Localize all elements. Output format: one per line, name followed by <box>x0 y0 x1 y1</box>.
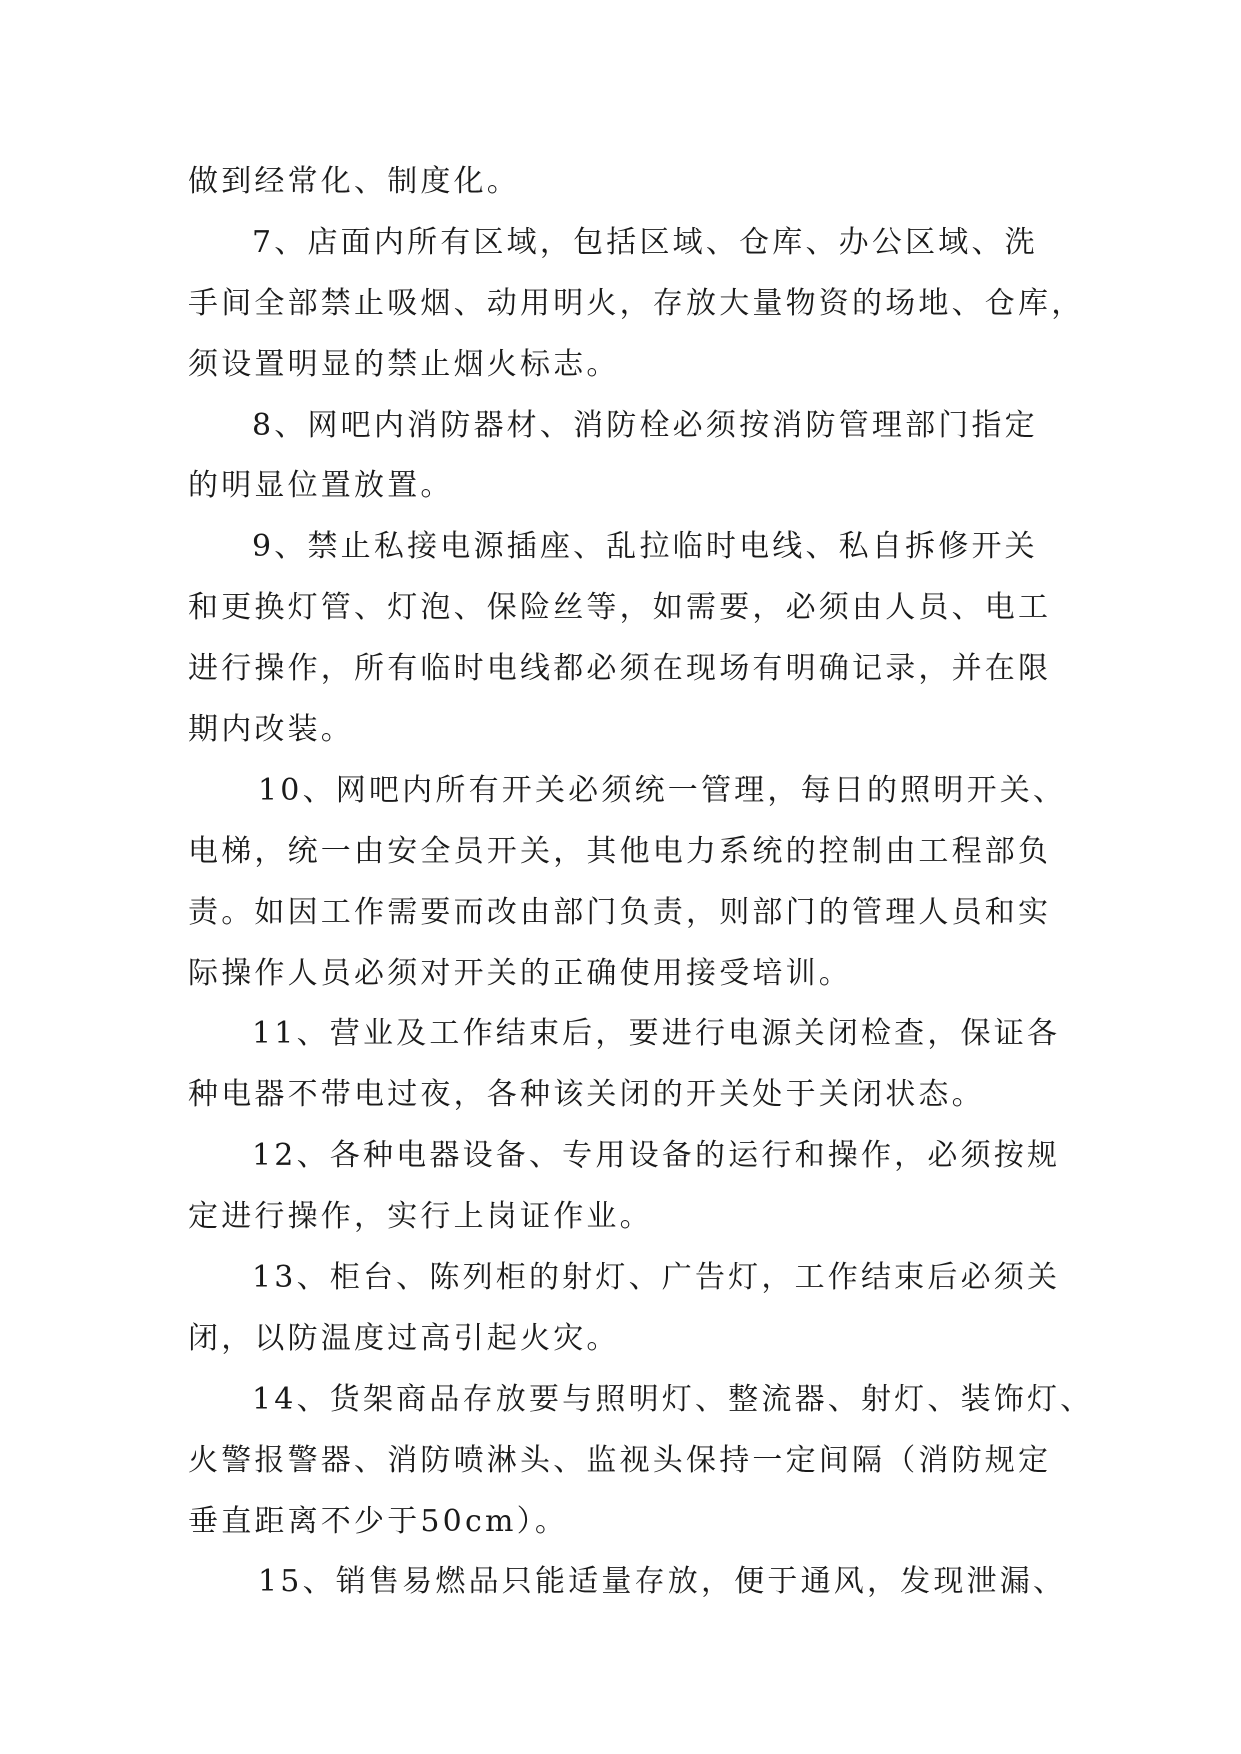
text-line: 责。如因工作需要而改由部门负责，则部门的管理人员和实 <box>188 894 1052 930</box>
text-line: 进行操作，所有临时电线都必须在现场有明确记录，并在限 <box>188 651 1052 687</box>
text-line: 手间全部禁止吸烟、动用明火，存放大量物资的场地、仓库， <box>188 285 1085 321</box>
text-line: 须设置明显的禁止烟火标志。 <box>188 346 620 382</box>
text-line: 做到经常化、制度化。 <box>188 164 520 199</box>
document-body <box>188 152 1094 1613</box>
text-line: 8、网吧内消防器材、消防栓必须按消防管理部门指定 <box>252 407 1038 443</box>
text-line: 际操作人员必须对开关的正确使用接受培训。 <box>188 955 852 991</box>
text-line: 9、禁止私接电源插座、乱拉临时电线、私自拆修开关 <box>252 529 1038 565</box>
text-line: 火警报警器、消防喷淋头、监视头保持一定间隔（消防规定 <box>188 1442 1052 1478</box>
text-line: 12、各种电器设备、专用设备的运行和操作，必须按规 <box>252 1138 1061 1174</box>
text-line: 11、营业及工作结束后，要进行电源关闭检查，保证各 <box>252 1016 1061 1052</box>
text-line: 10、网吧内所有开关必须统一管理，每日的照明开关、 <box>258 772 1067 808</box>
text-line: 和更换灯管、灯泡、保险丝等，如需要，必须由人员、电工 <box>188 590 1052 626</box>
text-line: 的明显位置放置。 <box>188 468 454 504</box>
text-line: 垂直距离不少于50cm）。 <box>188 1503 569 1539</box>
text-line: 定进行操作，实行上岗证作业。 <box>188 1199 653 1235</box>
text-line: 闭，以防温度过高引起火灾。 <box>188 1320 620 1356</box>
text-line: 15、销售易燃品只能适量存放，便于通风，发现泄漏、 <box>258 1564 1067 1600</box>
text-line: 14、货架商品存放要与照明灯、整流器、射灯、装饰灯、 <box>252 1381 1094 1417</box>
text-line: 7、店面内所有区域，包括区域、仓库、办公区域、洗 <box>252 224 1038 260</box>
text-line: 期内改装。 <box>188 712 354 748</box>
text-line: 电梯，统一由安全员开关，其他电力系统的控制由工程部负 <box>188 833 1052 869</box>
text-line: 种电器不带电过夜，各种该关闭的开关处于关闭状态。 <box>188 1077 985 1113</box>
text-line: 13、柜台、陈列柜的射灯、广告灯，工作结束后必须关 <box>252 1260 1061 1296</box>
